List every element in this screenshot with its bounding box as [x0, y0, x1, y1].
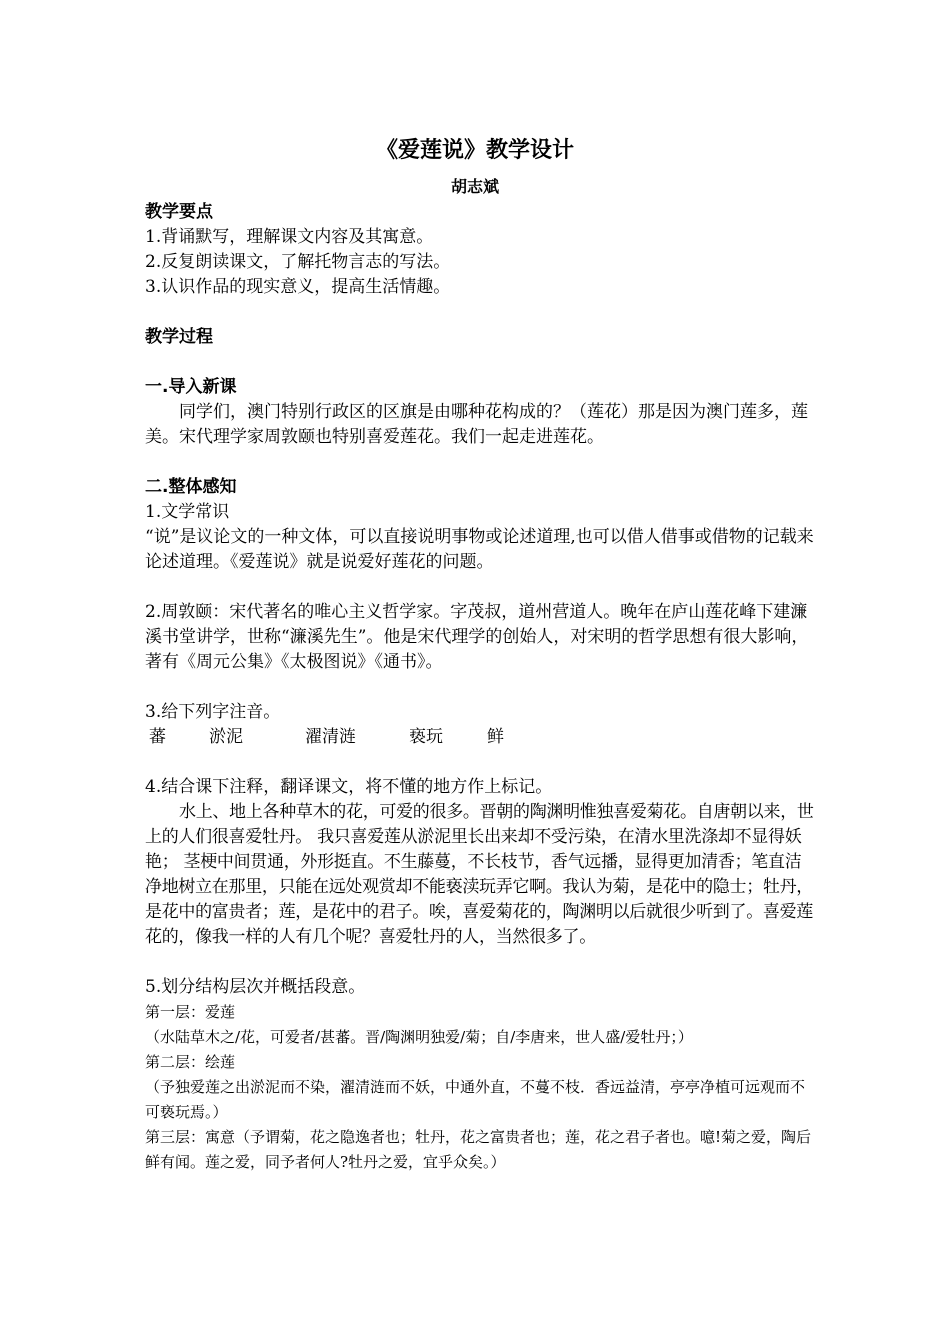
section2-heading: 二.整体感知 — [145, 477, 237, 497]
item1-text: “说”是议论文的一种文体，可以直接说明事物或论述道理,也可以借人借事或借物的记载来论述道理。《爱莲说》就是说爱好莲花的问题。 — [145, 527, 814, 572]
layer1-title: 第一层：爱莲 — [145, 1003, 236, 1021]
pinyin-word-list — [145, 725, 815, 750]
pinyin-word: 蕃 — [149, 727, 166, 747]
item3-title: 3.给下列字注音。 — [145, 702, 281, 722]
item5-title: 5.划分结构层次并概括段意。 — [145, 977, 366, 997]
item2-text: 2.周敦颐：宋代著名的唯心主义哲学家。字茂叔，道州营道人。晚年在庐山莲花峰下建濂溪书堂讲学，世称“濂溪先生”。他是宋代理学的创始人，对宋明的哲学思想有很大影响，著有《周元公集》《太极图说》《通书》。 — [145, 602, 809, 672]
item4-title: 4.结合课下注释，翻译课文，将不懂的地方作上标记。 — [145, 777, 553, 797]
layer2-title: 第二层：绘莲 — [145, 1053, 236, 1071]
goals-heading: 教学要点 — [145, 202, 213, 222]
item4-translation: 水上、地上各种草木的花，可爱的很多。晋朝的陶渊明惟独喜爱菊花。自唐朝以来，世上的人们很喜爱牡丹。 我只喜爱莲从淤泥里长出来却不受污染，在清水里洗涤却不显得妖艳； 茎梗中间贯通，外形挺直。不生藤蔓，不长枝节，香气远播，显得更加清香；笔直洁净地树立在那里，只能在远处观赏却不能亵渎玩弄它啊。我认为菊，是花中的隐士；牡丹，是花中的富贵者；莲，是花中的君子。唉，喜爱菊花的，陶渊明以后就很少听到了。喜爱莲花的，像我一样的人有几个呢？喜爱牡丹的人，当然很多了。 — [145, 802, 814, 947]
document-title: 《爱莲说》教学设计 — [375, 138, 574, 163]
pinyin-word: 鲜 — [487, 727, 504, 747]
goal-item-1: 1.背诵默写，理解课文内容及其寓意。 — [145, 227, 434, 247]
layer2-text: （予独爱莲之出淤泥而不染，濯清涟而不妖，中通外直，不蔓不枝．香远益清，亭亭净植可远观而不可亵玩焉。） — [145, 1078, 806, 1121]
pinyin-word: 亵玩 — [409, 727, 443, 747]
section1-paragraph: 同学们，澳门特别行政区的区旗是由哪种花构成的？（莲花）那是因为澳门莲多，莲美。宋代理学家周敦颐也特别喜爱莲花。我们一起走进莲花。 — [145, 402, 808, 447]
layer3-text: 第三层：寓意（予谓菊，花之隐逸者也；牡丹，花之富贵者也；莲，花之君子者也。噫!菊之爱，陶后鲜有闻。莲之爱，同予者何人?牡丹之爱，宜乎众矣。） — [145, 1128, 812, 1171]
item1-title: 1.文学常识 — [145, 502, 230, 522]
document-body — [145, 200, 815, 1175]
goal-item-2: 2.反复朗读课文，了解托物言志的写法。 — [145, 252, 451, 272]
section1-heading: 一.导入新课 — [145, 377, 237, 397]
process-heading: 教学过程 — [145, 327, 213, 347]
pinyin-word: 濯清涟 — [305, 727, 356, 747]
pinyin-word: 淤泥 — [209, 727, 243, 747]
author-name: 胡志斌 — [450, 177, 499, 196]
layer1-text: （水陆草木之/花，可爱者/甚蕃。晋/陶渊明独爱/菊；自/李唐来，世人盛/爱牡丹；） — [145, 1028, 693, 1046]
goal-item-3: 3.认识作品的现实意义，提高生活情趣。 — [145, 277, 451, 297]
